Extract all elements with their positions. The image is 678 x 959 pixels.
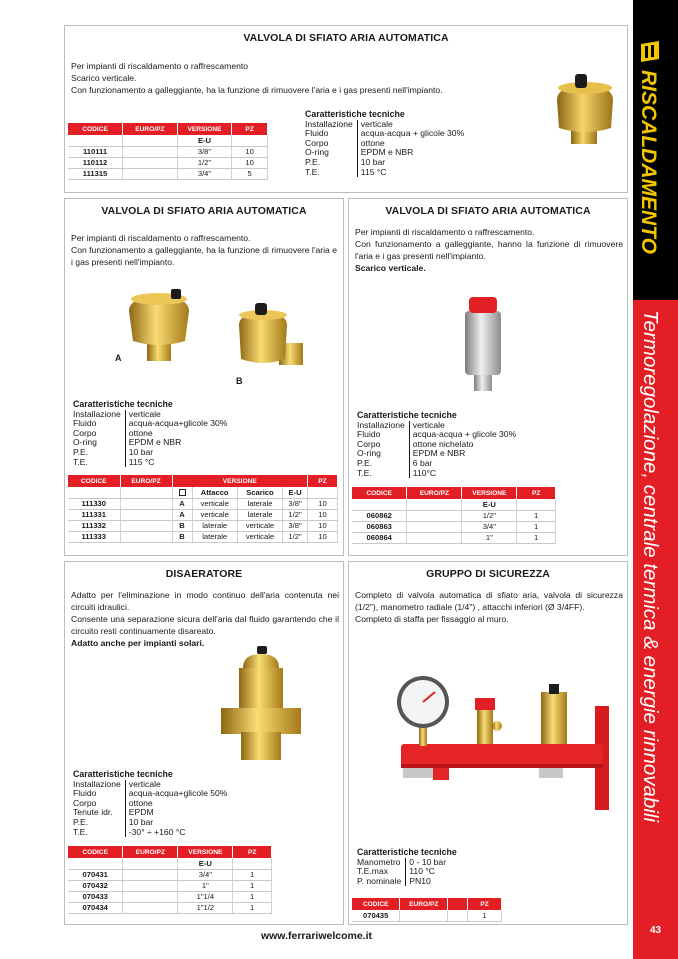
table-row: 060862 1/2" 1 bbox=[352, 510, 556, 521]
air-vent-valve-a-image bbox=[121, 285, 197, 365]
product-table: CODICE EURO/PZ VERSIONE PZ E-U 060862 1/2" 1 060863 3/4" 1 060864 1" 1 bbox=[352, 487, 556, 544]
product-card-valvola-1 bbox=[64, 25, 628, 193]
tech-specs: Caratteristiche tecniche Installazione verticale Fluido acqua-acqua + glicole 30% Corpo ottone nichelato O-ring EPDM e NBR P.E. 6 bar T.E. 110°C bbox=[357, 410, 517, 478]
product-title: VALVOLA DI SFIATO ARIA AUTOMATICA bbox=[385, 205, 591, 217]
table-row: 060863 3/4" 1 bbox=[352, 521, 556, 532]
variant-label-b: B bbox=[236, 376, 243, 386]
product-description: Completo di valvola automatica di sfiato aria, valvola di sicurezza (1/2"), manometro radiale (1/4") , attacchi inferiori (Ø 3/4FF). Completo di staffa per fissaggio al muro. bbox=[355, 590, 623, 624]
table-row: 111333 B laterale verticale 1/2" 10 bbox=[68, 531, 338, 542]
product-title: VALVOLA DI SFIATO ARIA AUTOMATICA bbox=[101, 205, 307, 217]
air-vent-valve-b-image bbox=[235, 299, 307, 379]
product-description: Per impianti di riscaldamento o raffrescamento. Con funzionamento a galleggiante, hanno la funzione di rimuovere l'aria e i gas presenti nell'impianto. Scarico verticale. bbox=[355, 227, 623, 273]
table-row: 111330 A verticale laterale 3/8" 10 bbox=[68, 498, 338, 509]
variant-label-a: A bbox=[115, 353, 122, 363]
product-description: Per impianti di riscaldamento o raffrescamento. Con funzionamento a galleggiante, ha la funzione di rimuovere l'aria e i gas presenti nell'impianto. bbox=[71, 233, 337, 267]
product-description: Adatto per l'eliminazione in modo continuo dell'aria contenuta nei circuiti idraulici. Consente una separazione sicura dell'aria dal fluido garantendo che il circuito resti continuamente disareato. Adatto anche per impianti solari. bbox=[71, 590, 339, 648]
product-table: CODICE EURO/PZ PZ 070435 1 bbox=[352, 898, 502, 922]
table-row: 110111 3/8" 10 bbox=[68, 146, 268, 157]
section-title: RISCALDAMENTO bbox=[637, 70, 660, 254]
product-table: CODICE EURO/PZ VERSIONE PZ E-U 110111 3/8" 10 110112 1/2" 10 111315 3/4" 5 bbox=[68, 123, 268, 180]
table-row: 060864 1" 1 bbox=[352, 532, 556, 543]
table-row: 070432 1" 1 bbox=[68, 880, 272, 891]
product-table: CODICE EURO/PZ VERSIONE PZ E-U 070431 3/4" 1 070432 1" 1 070433 1"1/4 1 070434 1"1/2 1 bbox=[68, 846, 272, 914]
product-card-gruppo-sicurezza bbox=[348, 561, 628, 925]
product-title: VALVOLA DI SFIATO ARIA AUTOMATICA bbox=[243, 32, 449, 44]
product-card-valvola-3 bbox=[348, 198, 628, 556]
table-row: 070434 1"1/2 1 bbox=[68, 902, 272, 913]
tech-specs: Caratteristiche tecniche Installazione verticale Fluido acqua-acqua+glicole 50% Corpo ottone Tenute idr. EPDM P.E. 10 bar T.E. -30° ÷ +160 °C bbox=[73, 769, 228, 837]
tech-specs: Caratteristiche tecniche Installazione verticale Fluido acqua-acqua+glicole 30% Corpo ottone O-ring EPDM e NBR P.E. 10 bar T.E. 115 °C bbox=[73, 399, 228, 467]
product-title: GRUPPO DI SICUREZZA bbox=[426, 568, 550, 580]
product-title: DISAERATORE bbox=[165, 568, 243, 580]
table-row: 070433 1"1/4 1 bbox=[68, 891, 272, 902]
product-table: CODICE EURO/PZ VERSIONE PZ Attacco Scarico E-U 111330 A verticale laterale 3/8" 10 111331 A verticale laterale 1/2" 10 111332 B laterale verticale 3/8" 10 111333 B laterale verticale 1/2" 10 bbox=[68, 475, 338, 543]
safety-group-image bbox=[389, 672, 611, 810]
checkbox-icon bbox=[179, 489, 186, 496]
footer-website: www.ferrariwelcome.it bbox=[260, 930, 373, 942]
air-vent-valve-image bbox=[549, 70, 621, 148]
product-card-valvola-2 bbox=[64, 198, 344, 556]
heating-icon bbox=[637, 38, 663, 64]
page-number: 43 bbox=[649, 925, 662, 936]
tech-specs: Caratteristiche tecniche Installazione verticale Fluido acqua-acqua + glicole 30% Corpo ottone O-ring EPDM e NBR P.E. 10 bar T.E. 115 °C bbox=[305, 109, 465, 177]
table-row: 111331 A verticale laterale 1/2" 10 bbox=[68, 509, 338, 520]
section-subtitle: Termoregolazione, centrale termica & energie rinnovabili bbox=[639, 310, 662, 823]
nickel-air-vent-valve-image bbox=[457, 293, 509, 395]
table-row: 070435 1 bbox=[352, 910, 502, 921]
product-card-disaeratore bbox=[64, 561, 344, 925]
table-row: 111332 B laterale verticale 3/8" 10 bbox=[68, 520, 338, 531]
table-row: 111315 3/4" 5 bbox=[68, 168, 268, 179]
table-row: 070431 3/4" 1 bbox=[68, 869, 272, 880]
deaerator-image bbox=[221, 646, 301, 766]
tech-specs: Caratteristiche tecniche Manometro 0 - 10 bar T.E.max 110 °C P. nominale PN10 bbox=[357, 847, 457, 886]
table-row: 110112 1/2" 10 bbox=[68, 157, 268, 168]
product-description: Per impianti di riscaldamento o raffrescamento Scarico verticale. Con funzionamento a galleggiante, ha la funzione di rimuovere l'aria e i gas presenti nell'impianto. bbox=[71, 61, 443, 95]
